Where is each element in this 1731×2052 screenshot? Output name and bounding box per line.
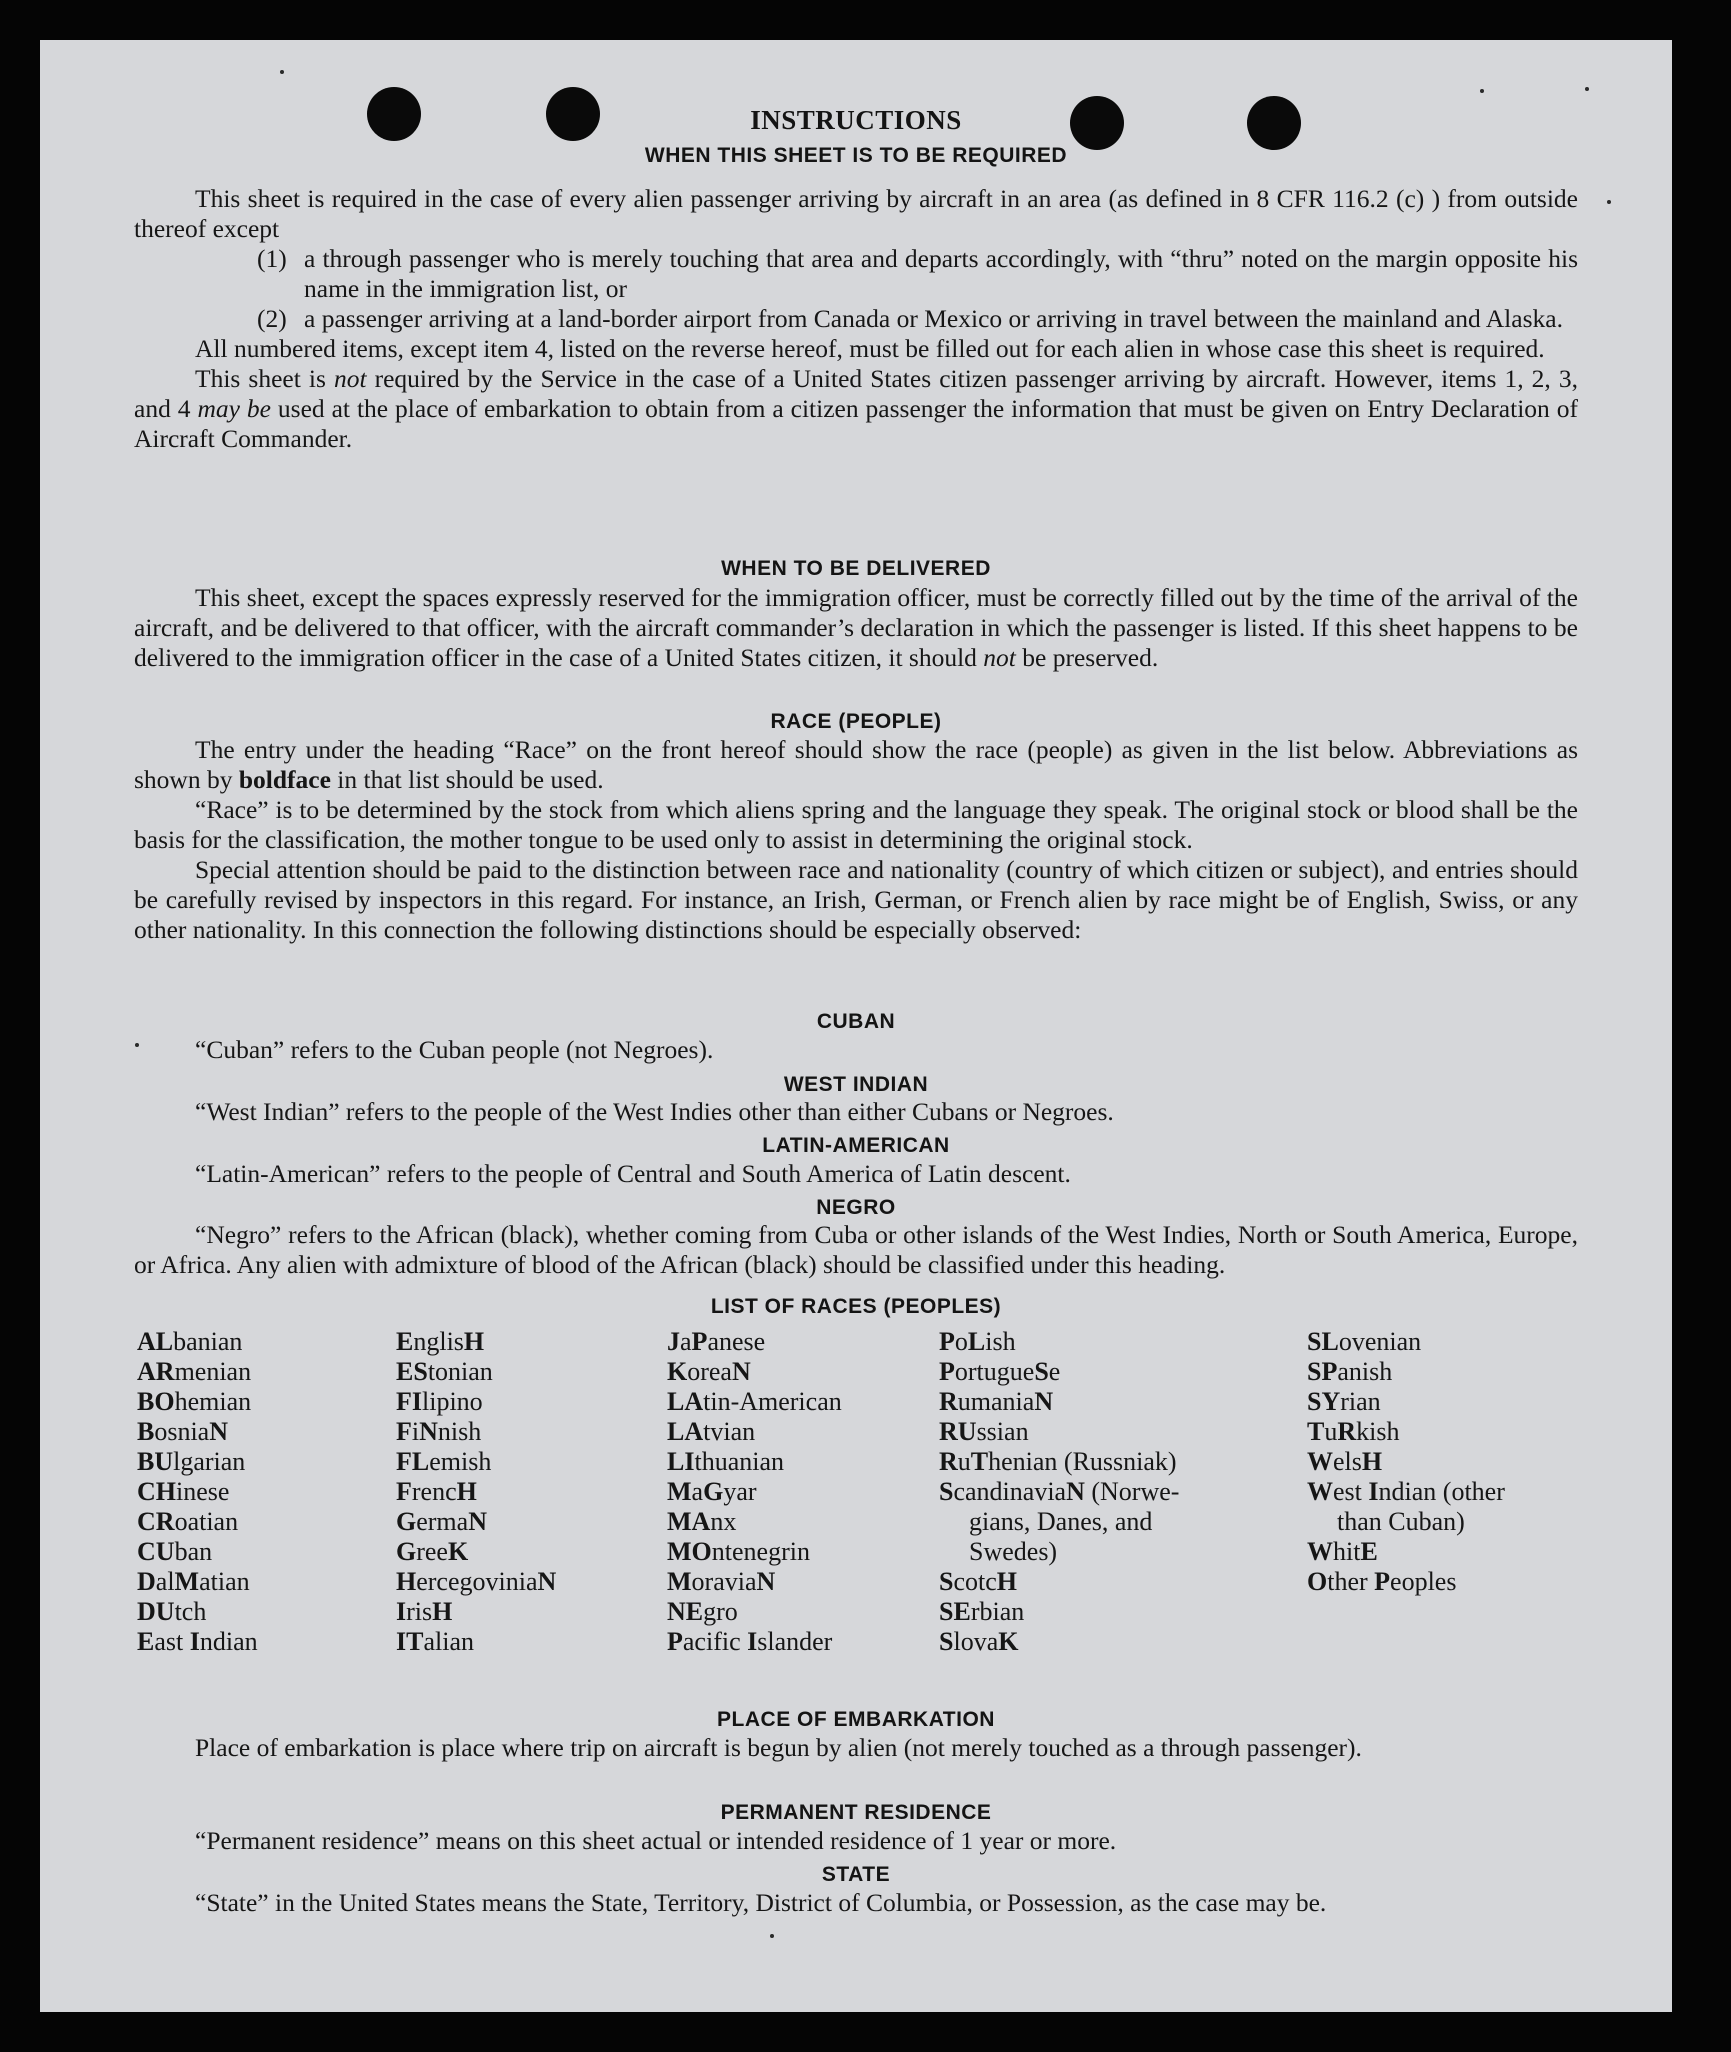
race-entry: FIlipino — [396, 1387, 483, 1416]
race-entry: RumaniaN — [939, 1387, 1054, 1416]
race-column — [667, 1327, 842, 1657]
race-entry: LAtin-American — [667, 1387, 842, 1416]
race-entry-continuation: gians, Danes, and — [969, 1507, 1153, 1536]
race-entry: ITalian — [396, 1627, 474, 1656]
emphasis: may be — [197, 394, 271, 423]
heading-west-indian: WEST INDIAN — [783, 1073, 929, 1096]
race-entry: TuRkish — [1307, 1417, 1400, 1446]
race-entry: Pacific Islander — [667, 1627, 833, 1656]
heading-permanent-residence: PERMANENT RESIDENCE — [720, 1801, 992, 1824]
race-column — [1307, 1327, 1505, 1597]
race-entry: DUtch — [137, 1597, 207, 1626]
heading-place-of-embarkation: PLACE OF EMBARKATION — [717, 1708, 995, 1731]
speck — [1607, 200, 1611, 204]
heading-race: RACE (PEOPLE) — [770, 710, 942, 733]
paragraph: Special attention should be paid to the distinction between race and nationality (country of which citizen or subject), and entries should be carefully revised by inspectors in this regard. For instance, an Irish, German, or French alien by race might be of English, Swiss, or any other nationality. In this connection the following distinctions should be especially observed: — [134, 855, 1578, 944]
race-entry: WelsH — [1307, 1447, 1383, 1476]
race-entry: FrencH — [396, 1477, 477, 1506]
race-entry: PortugueSe — [939, 1357, 1061, 1386]
race-entry: MaGyar — [667, 1477, 757, 1506]
race-entry: LAtvian — [667, 1417, 756, 1446]
heading-when-delivered: WHEN TO BE DELIVERED — [721, 557, 991, 580]
boldface-word: boldface — [238, 765, 331, 794]
paragraph: The entry under the heading “Race” on the front hereof should show the race (people) as given in the list below. Abbreviations as shown by boldface in that list should be used. — [134, 735, 1578, 794]
race-entry: East Indian — [137, 1627, 258, 1656]
residence-definition: “Permanent residence” means on this sheet actual or intended residence of 1 year or more. — [195, 1826, 1117, 1855]
race-entry: BosniaN — [137, 1417, 229, 1446]
race-entry: MOntenegrin — [667, 1537, 810, 1566]
exception-item — [134, 304, 1578, 334]
heading-latin-american: LATIN-AMERICAN — [762, 1134, 950, 1157]
race-entry: Other Peoples — [1307, 1567, 1457, 1596]
race-entry: NEgro — [667, 1597, 738, 1626]
race-entry: SErbian — [939, 1597, 1025, 1626]
race-entry: DalMatian — [137, 1567, 250, 1596]
item-number: (2) — [257, 304, 287, 333]
heading-state: STATE — [821, 1863, 891, 1886]
race-column — [396, 1327, 556, 1657]
race-entry: ARmenian — [137, 1357, 252, 1386]
speck — [1480, 89, 1484, 93]
race-entry: RuThenian (Russniak) — [939, 1447, 1177, 1476]
section-race — [134, 735, 1578, 945]
item-number: (1) — [257, 244, 287, 273]
race-entry: LIthuanian — [667, 1447, 784, 1476]
race-entry: MoraviaN — [667, 1567, 776, 1596]
race-column — [137, 1327, 258, 1657]
race-entry: HercegoviniaN — [396, 1567, 557, 1596]
race-entry: BOhemian — [137, 1387, 252, 1416]
race-entry: EStonian — [396, 1357, 493, 1386]
item-text: a through passenger who is merely touching that area and departs accordingly, with “thru” noted on the margin opposite his name in the immigration list, or — [304, 244, 1578, 303]
race-entry: IrisH — [396, 1597, 453, 1626]
emphasis: not — [333, 364, 367, 393]
race-entry: EnglisH — [396, 1327, 485, 1356]
paragraph: This sheet, except the spaces expressly reserved for the immigration officer, must be correctly filled out by the time of the arrival of the aircraft, and be delivered to that officer, with the aircraft commander’s declaration in which the passenger is listed. If this sheet happens to be delivered to the immigration officer in the case of a United States citizen, it should not be preserved. — [134, 583, 1578, 672]
heading-list-of-races: LIST OF RACES (PEOPLES) — [710, 1295, 1002, 1318]
paragraph: This sheet is required in the case of every alien passenger arriving by aircraft in an area (as defined in 8 CFR 116.2 (c) ) from outside thereof except — [134, 184, 1578, 243]
paragraph: “Race” is to be determined by the stock from which aliens spring and the language they speak. The original stock or blood shall be the basis for the classification, the mother tongue to be used only to assist in determining the original stock. — [134, 795, 1578, 854]
item-text: a passenger arriving at a land-border airport from Canada or Mexico or arriving in travel between the mainland and Alaska. — [304, 304, 1563, 333]
race-entry: GreeK — [396, 1537, 469, 1566]
race-entry: MAnx — [667, 1507, 737, 1536]
negro-definition: “Negro” refers to the African (black), whether coming from Cuba or other islands of the West Indies, North or South America, Europe, or Africa. Any alien with admixture of blood of the African (black) should be classified under this heading. — [134, 1220, 1578, 1279]
race-entry: SPanish — [1307, 1357, 1393, 1386]
west-indian-definition: “West Indian” refers to the people of the West Indies other than either Cubans or Negroes. — [195, 1097, 1114, 1126]
speck — [1585, 87, 1589, 91]
race-entry: WhitE — [1307, 1537, 1378, 1566]
race-entry: SYrian — [1307, 1387, 1381, 1416]
race-entry: SlovaK — [939, 1627, 1019, 1656]
race-entry-continuation: than Cuban) — [1337, 1507, 1465, 1536]
race-entry: CRoatian — [137, 1507, 239, 1536]
race-entry: SLovenian — [1307, 1327, 1422, 1356]
race-entry: ScotcH — [939, 1567, 1018, 1596]
cuban-definition: “Cuban” refers to the Cuban people (not Negroes). — [195, 1035, 714, 1064]
page-title: INSTRUCTIONS — [750, 105, 962, 135]
embarkation-definition: Place of embarkation is place where trip on aircraft is begun by alien (not merely touched as a through passenger). — [195, 1733, 1362, 1762]
race-entry: CHinese — [137, 1477, 230, 1506]
instruction-sheet — [40, 40, 1672, 2012]
paragraph: All numbered items, except item 4, listed on the reverse hereof, must be filled out for each alien in whose case this sheet is required. — [195, 334, 1545, 363]
race-entry: West Indian (other — [1307, 1477, 1505, 1506]
speck — [280, 70, 284, 74]
race-entry: FLemish — [396, 1447, 492, 1476]
race-column — [939, 1327, 1179, 1657]
race-entry: GermaN — [396, 1507, 487, 1536]
heading-cuban: CUBAN — [816, 1010, 896, 1033]
race-entry-continuation: Swedes) — [969, 1537, 1058, 1566]
paragraph: This sheet is not required by the Service in the case of a United States citizen passenger arriving by aircraft. However, items 1, 2, 3, and 4 may be used at the place of embarkation to obtain from a citizen passenger the information that must be given on Entry Declaration of Aircraft Commander. — [134, 364, 1578, 453]
heading-negro: NEGRO — [816, 1196, 896, 1219]
race-entry: CUban — [137, 1537, 213, 1566]
race-entry: PoLish — [939, 1327, 1016, 1356]
race-entry: BUlgarian — [137, 1447, 246, 1476]
race-entry: JaPanese — [667, 1327, 766, 1356]
state-definition: “State” in the United States means the State, Territory, District of Columbia, or Possession, as the case may be. — [195, 1888, 1327, 1917]
exception-item — [134, 244, 1578, 304]
emphasis: not — [983, 643, 1016, 672]
section-when-required — [134, 184, 1578, 454]
latin-american-definition: “Latin-American” refers to the people of Central and South America of Latin descent. — [195, 1159, 1071, 1188]
race-entry: ScandinaviaN (Norwe- — [939, 1477, 1180, 1506]
section-when-delivered — [134, 583, 1578, 673]
race-entry: RUssian — [939, 1417, 1029, 1446]
heading-when-required: WHEN THIS SHEET IS TO BE REQUIRED — [644, 144, 1068, 167]
race-entry: FiNnish — [396, 1417, 482, 1446]
race-entry: KoreaN — [667, 1357, 751, 1386]
speck — [770, 1934, 774, 1938]
race-entry: ALbanian — [137, 1327, 243, 1356]
